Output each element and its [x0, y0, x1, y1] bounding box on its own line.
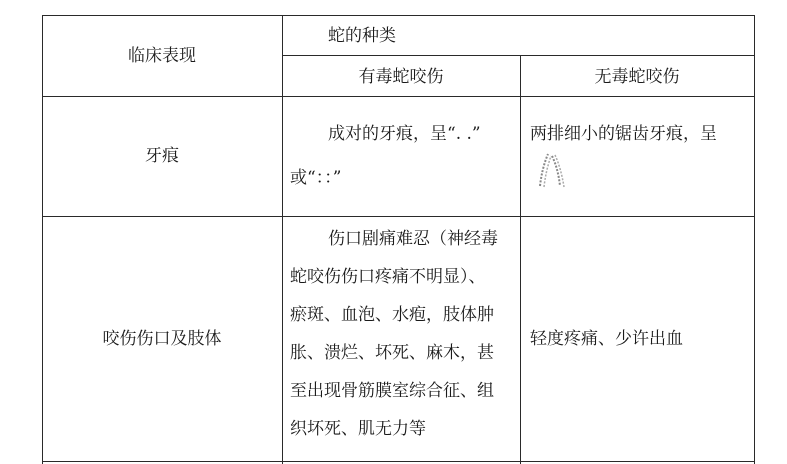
venomous-bite-marks-line-2: 或“：：” [290, 168, 342, 188]
group-header-divider [282, 55, 754, 56]
row-header-label: 临床表现 [128, 46, 196, 66]
table-top-border [42, 15, 754, 16]
column-divider-2 [520, 55, 521, 464]
column-header-nonvenomous: 无毒蛇咬伤 [594, 67, 680, 87]
venomous-wound-line-5: 至出现骨筋膜室综合征、组 [290, 381, 494, 401]
nonvenomous-bite-marks-line-1: 两排细小的锯齿牙痕，呈 [530, 124, 717, 144]
header-bottom-border [42, 96, 754, 97]
nonvenomous-wound-text: 轻度疼痛、少许出血 [530, 329, 683, 349]
table-left-border [42, 15, 43, 464]
venomous-wound-line-6: 织坏死、肌无力等 [290, 419, 426, 439]
row-divider [42, 216, 754, 217]
table-right-border [754, 15, 755, 464]
row-label-wound-and-limb: 咬伤伤口及肢体 [102, 329, 222, 349]
table-bottom-border [42, 461, 754, 462]
venomous-bite-marks-line-1: 成对的牙痕，呈“. .” [328, 124, 481, 144]
column-header-venomous: 有毒蛇咬伤 [358, 67, 444, 87]
venomous-wound-line-4: 胀、溃烂、坏死、麻木，甚 [290, 343, 494, 363]
venomous-wound-line-3: 瘀斑、血泡、水疱，肢体肿 [290, 305, 494, 325]
venomous-wound-line-1: 伤口剧痛难忍（神经毒 [328, 229, 498, 249]
serrated-teeth-marks-icon [530, 150, 570, 190]
venomous-wound-line-2: 蛇咬伤伤口疼痛不明显）、 [290, 267, 486, 287]
row-label-bite-marks: 牙痕 [145, 146, 179, 166]
group-header-label: 蛇的种类 [328, 26, 396, 46]
